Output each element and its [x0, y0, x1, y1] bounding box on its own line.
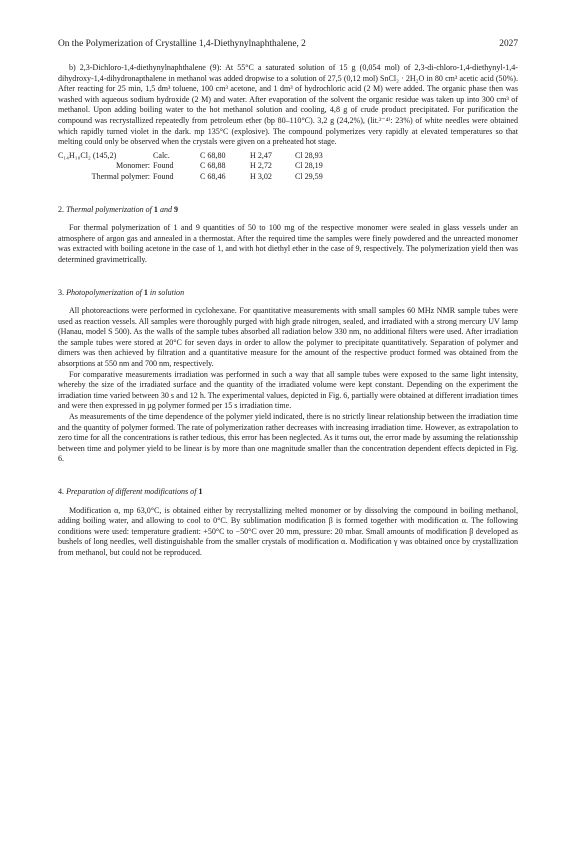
analysis-kind: Found — [153, 171, 174, 181]
section-2-paragraph: For thermal polymerization of 1 and 9 quantities of 50 to 100 mg of the respective monomer were sealed in glass vessels under an atmosphere of argon gas and annealed in a thermostat. After the required time the samples were finely powdered and the unreacted monomer was extracted with boiling acetone in the case of 1, and with hot diethyl ether in the case of 9, respectively. The polymerization yield then was determined gravimetrically. — [58, 223, 518, 264]
running-title: On the Polymerization of Crystalline 1,4-Diethynylnaphthalene, 2 — [58, 39, 306, 49]
compound-ref: 1 — [143, 287, 148, 297]
section-title-part: in solution — [147, 287, 185, 297]
compound-ref: 1 — [153, 204, 158, 214]
analysis-row — [58, 151, 518, 162]
section-title-part: Thermal polymerization of — [66, 204, 154, 214]
section-3-paragraph: All photoreactions were performed in cyclohexane. For quantitative measurements with small samples 60 MHz NMR sample tubes were used as reaction vessels. All samples were thoroughly purged with high grade nitrogen, sealed, and irradiated with a strong mercury UV lamp (Hanau, model S 500). As the walls of the sample tubes absorbed all radiation below 330 nm, no additional filters were used. After irradiation the sample tubes were stored at 20°C for seven days in order to allow the polymer to precipitate quantitatively. Separation of polymer and dimers was then achieved by filtration and a quantitative measure for the amount of the respective product formed was obtained from the absorptions at 550 nm and 700 nm, respectively. — [58, 306, 518, 369]
analysis-kind: Calc. — [153, 150, 170, 160]
analysis-hydrogen: H 2,47 — [250, 150, 272, 160]
compound-ref: 9 — [174, 204, 179, 214]
section-3-paragraph: As measurements of the time dependence of the polymer yield indicated, there is no strictly linear relationship between the irradiation time and the quantity of polymer formed. The rate of polymerization rather decreases with increasing irradiation time. However, as extrapolation to zero time for all the concentrations is rather tedious, this error has been neglected. As it turns out, the error made by assuming the relationsship between time and polymer yield to be linear is by more than one magnitude smaller than the concentration dependent effects depicted in Fig. 6. — [58, 412, 518, 464]
section-number: 3. — [58, 287, 65, 297]
analysis-row — [58, 172, 518, 183]
analysis-row — [58, 161, 518, 172]
compound-ref: 1 — [198, 487, 203, 496]
elemental-analysis-table — [58, 151, 518, 183]
analysis-label: Thermal polymer: — [91, 171, 150, 181]
section-4-heading — [58, 487, 518, 498]
section-title-part: and — [157, 204, 175, 214]
analysis-chlorine: Cl 29,59 — [295, 171, 323, 181]
section-number: 2. — [58, 204, 65, 214]
section-3-heading — [58, 288, 518, 299]
section-number: 4. — [58, 487, 65, 496]
journal-page — [58, 38, 518, 559]
analysis-carbon: C 68,88 — [200, 161, 226, 171]
section-title-part: Preparation of different modifications of — [66, 487, 199, 496]
section-3-paragraph: For comparative measurements irradiation was performed in such a way that all sample tubes were exposed to the same light intensity, whereby the size of the irradiated surface and the quantity of the irradiated volume were kept constant. Depending on the experiment the irradiation time varied between 30 s and 12 h. The experimental values, depicted in Fig. 6, partially were obtained at different irradiation times and were then expressed in µg polymer formed per 15 s irradiation time. — [58, 369, 518, 411]
running-header — [58, 38, 518, 50]
page-number: 2027 — [499, 39, 518, 49]
section-2-heading — [58, 205, 518, 216]
analysis-label: C₁₄H₁₀Cl₂ (145,2) — [58, 150, 117, 160]
section-title-part: Photopolymerization of — [66, 287, 144, 297]
analysis-chlorine: Cl 28,19 — [295, 161, 323, 171]
section-b-paragraph: b) 2,3-Dichloro-1,4-diethynylnaphthalene (9): At 55°C a saturated solution of 15 g (0,054 mol) of 2,3-di-chloro-1,4-diethynyl-1,4-dihydroxy-1,4-dihydronapthalene in methanol was added dropwise to a solution of 27,5 (0,12 mol) SnCl₂ · 2H₂O in 80 cm³ acetic acid (50%). After reacting for 25 min, 1,5 dm³ toluene, 100 cm³ acetone, and 1 dm³ of hydrochloric acid (2 M) were added. The organic phase then was washed with aqueous sodium hydroxide (2 M) and water. After evaporation of the solvent the organic residue was taken up into 300 cm³ of methanol. Upon adding boiling water to the hot methanol solution and cooling, 4,8 g of crude product precipitated. For purification the compound was recrystallized repeatedly from petroleum ether (bp 80–110°C). 3,2 g (24,2%), (lit.²⁻⁴⁾: 23%) of white needles were obtained which rapidly turned violet in the dark. mp 135°C (explosive). The compound polymerizes very rapidly at elevated temperatures so that melting could only be observed when the crystals were given on a preheated hot stage. — [58, 63, 518, 147]
analysis-kind: Found — [153, 161, 174, 171]
analysis-hydrogen: H 2,72 — [250, 161, 272, 171]
analysis-label: Monomer: — [116, 161, 150, 171]
analysis-carbon: C 68,46 — [200, 171, 226, 181]
section-4-paragraph: Modification α, mp 63,0°C, is obtained either by recrystallizing melted monomer or by dissolving the compound in boiling methanol, adding boiling water, and allowing to cool to 0°C. By sublimation modification β is formed together with modification α. The following conditions were used: temperature gradient: +50°C to −50°C over 20 mm, pressure: 20 mbar. Small amounts of modification β developed as bushels of long needles, well distinguishable from the smaller crystals of modification α. Modification γ was obtained once by crystallization from methanol, but could not be reproduced. — [58, 505, 518, 557]
analysis-carbon: C 68,80 — [200, 150, 226, 160]
analysis-hydrogen: H 3,02 — [250, 171, 272, 181]
analysis-chlorine: Cl 28,93 — [295, 150, 323, 160]
